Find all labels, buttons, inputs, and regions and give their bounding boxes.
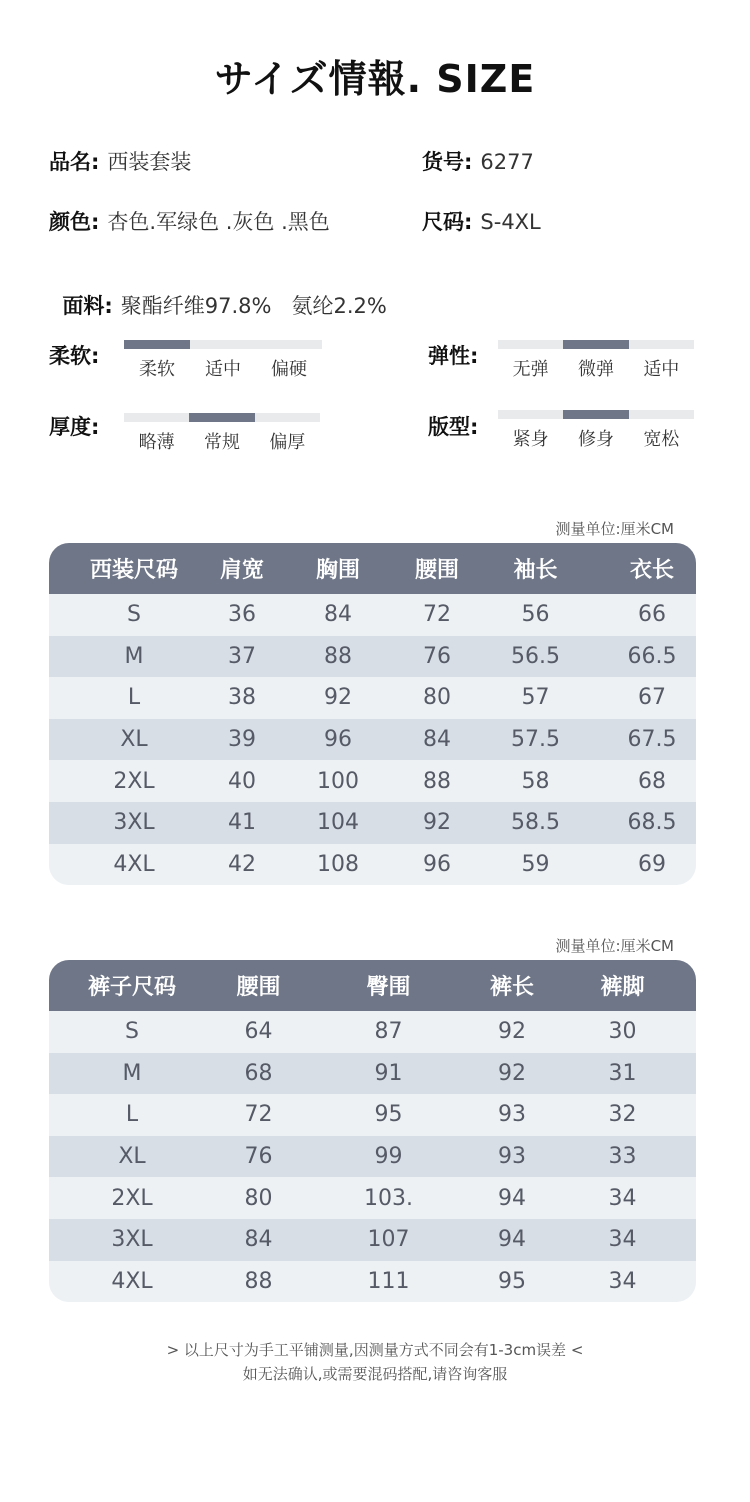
table-cell: S (127, 602, 141, 628)
header-cell: 袖长 (513, 558, 558, 583)
table-cell: 92 (324, 685, 352, 711)
scale-segment (563, 410, 628, 419)
table-cell: M (124, 643, 144, 669)
header-cell: 衣长 (629, 558, 674, 583)
table-cell: 31 (608, 1060, 637, 1086)
table-cell: 59 (521, 851, 550, 877)
scale-option: 偏硬 (271, 359, 307, 380)
fabric-label: 面料: (62, 294, 113, 318)
table-cell: 104 (317, 810, 359, 836)
table-cell: 39 (228, 727, 256, 753)
table-cell: 57.5 (511, 727, 560, 753)
table-cell: 76 (423, 643, 451, 669)
scale-option: 宽松 (643, 429, 680, 450)
softness-label: 柔软: (49, 344, 100, 368)
scale-option: 适中 (205, 359, 241, 380)
table-cell: L (127, 685, 141, 711)
header-cell: 西装尺码 (89, 558, 178, 583)
table-cell: 84 (423, 727, 451, 753)
pants-unit-note: 测量单位:厘米CM (555, 937, 674, 955)
table-row (49, 802, 696, 844)
scale-segment (124, 340, 190, 349)
table-cell: 2XL (111, 1185, 153, 1211)
header-cell: 肩宽 (219, 558, 264, 583)
table-cell: 4XL (111, 1268, 153, 1294)
table-cell: 72 (244, 1102, 273, 1128)
table-cell: 3XL (113, 810, 155, 836)
table-cell: 34 (608, 1268, 637, 1294)
table-cell: 30 (608, 1019, 637, 1045)
table-cell: 108 (317, 851, 359, 877)
table-cell: 2XL (113, 768, 155, 794)
table-cell: 107 (367, 1227, 410, 1253)
table-cell: 72 (423, 602, 451, 628)
table-row (49, 1053, 696, 1095)
pants-size-table (49, 960, 696, 1302)
product-code-label: 货号: (422, 150, 473, 174)
table-cell: 80 (423, 685, 451, 711)
table-cell: 69 (638, 851, 666, 877)
table-cell: L (125, 1102, 139, 1128)
suit-unit-note: 测量单位:厘米CM (555, 520, 674, 538)
scale-segment (629, 340, 694, 349)
scale-segment (498, 340, 563, 349)
scale-option: 柔软 (139, 359, 175, 380)
fit-scale (498, 410, 694, 451)
scale-segment (189, 413, 254, 422)
size-range-value: S-4XL (480, 210, 541, 234)
table-cell: 34 (608, 1185, 637, 1211)
scale-option: 微弹 (577, 359, 614, 380)
header-cell: 裤长 (489, 975, 534, 1000)
header-cell: 腰围 (236, 975, 281, 1000)
table-cell: 88 (244, 1268, 273, 1294)
table-cell: S (125, 1019, 139, 1045)
table-cell: 42 (228, 851, 256, 877)
scale-segment (256, 340, 322, 349)
header-cell: 裤子尺码 (87, 975, 176, 1000)
scale-segment (498, 410, 563, 419)
contact-note: 如无法确认,或需要混码搭配,请咨询客服 (242, 1365, 508, 1383)
header-cell: 腰围 (414, 558, 459, 583)
table-cell: 92 (498, 1060, 526, 1086)
elasticity-scale (498, 340, 694, 381)
table-cell: 76 (244, 1144, 273, 1170)
table-cell: 58 (521, 768, 550, 794)
table-row (49, 1261, 696, 1303)
table-cell: 4XL (113, 851, 155, 877)
table-cell: 67 (638, 685, 666, 711)
table-row (49, 1177, 696, 1219)
table-cell: 56 (521, 602, 550, 628)
table-cell: 34 (608, 1227, 637, 1253)
table-cell: 87 (374, 1019, 403, 1045)
scale-option: 修身 (577, 429, 614, 450)
table-cell: 91 (374, 1060, 403, 1086)
table-cell: 96 (324, 727, 352, 753)
table-cell: 38 (228, 685, 256, 711)
scale-option: 常规 (203, 432, 240, 453)
table-cell: 58.5 (511, 810, 560, 836)
table-cell: 93 (498, 1144, 526, 1170)
header-cell: 臀围 (366, 975, 411, 1000)
table-row (49, 636, 696, 678)
scale-option: 无弹 (512, 359, 549, 380)
table-row (49, 677, 696, 719)
header-cell: 裤脚 (600, 975, 645, 1000)
table-cell: 41 (228, 810, 256, 836)
fabric-row (49, 266, 387, 320)
scale-option: 适中 (643, 359, 680, 380)
table-row (49, 1136, 696, 1178)
table-cell: 67.5 (627, 727, 677, 753)
table-cell: 80 (244, 1185, 273, 1211)
scale-option: 偏厚 (269, 432, 306, 453)
table-cell: 95 (498, 1268, 526, 1294)
table-row (49, 719, 696, 761)
fit-label: 版型: (428, 415, 479, 439)
table-row (49, 760, 696, 802)
scale-segment (563, 340, 628, 349)
measurement-note: > 以上尺寸为手工平铺测量,因测量方式不同会有1-3cm误差 < (166, 1341, 584, 1359)
table-cell: 92 (498, 1019, 526, 1045)
table-cell: 95 (374, 1102, 403, 1128)
table-row (49, 1011, 696, 1053)
scale-segment (124, 413, 189, 422)
table-cell: 94 (498, 1185, 526, 1211)
table-cell: 66.5 (627, 643, 677, 669)
scale-segment (255, 413, 320, 422)
table-cell: 32 (608, 1102, 637, 1128)
product-name-value: 西装套装 (107, 150, 192, 174)
table-cell: XL (118, 1144, 146, 1170)
table-cell: 68.5 (627, 810, 677, 836)
color-label: 颜色: (49, 210, 100, 234)
header-cell: 胸围 (315, 558, 360, 583)
table-cell: 92 (423, 810, 451, 836)
product-code-row (422, 146, 534, 176)
table-cell: 3XL (111, 1227, 153, 1253)
thickness-label: 厚度: (49, 415, 100, 439)
table-row (49, 844, 696, 886)
table-cell: 93 (498, 1102, 526, 1128)
table-cell: 96 (423, 851, 451, 877)
scale-option: 略薄 (138, 432, 175, 453)
table-cell: 84 (244, 1227, 273, 1253)
table-cell: 99 (374, 1144, 403, 1170)
softness-scale (124, 340, 322, 381)
table-cell: XL (120, 727, 148, 753)
table-cell: 57 (521, 685, 550, 711)
scale-segment (629, 410, 694, 419)
elasticity-label: 弹性: (428, 344, 479, 368)
table-row (49, 594, 696, 636)
page-title: サイズ情報. SIZE (214, 57, 536, 101)
table-cell: 88 (324, 643, 352, 669)
table-cell: 68 (638, 768, 666, 794)
scale-option: 紧身 (512, 429, 549, 450)
table-cell: 88 (423, 768, 451, 794)
table-row (49, 1094, 696, 1136)
table-cell: 66 (638, 602, 666, 628)
table-cell: 103. (364, 1185, 413, 1211)
product-name-row (49, 146, 191, 176)
table-cell: 36 (228, 602, 256, 628)
product-name-label: 品名: (49, 150, 100, 174)
table-cell: 33 (608, 1144, 637, 1170)
table-cell: 37 (228, 643, 256, 669)
size-range-label: 尺码: (422, 210, 473, 234)
table-cell: 40 (228, 768, 256, 794)
table-cell: 111 (367, 1268, 410, 1294)
table-cell: 84 (324, 602, 352, 628)
table-cell: 94 (498, 1227, 526, 1253)
scale-segment (190, 340, 256, 349)
table-cell: 68 (244, 1060, 273, 1086)
table-header (49, 543, 696, 594)
table-cell: 100 (317, 768, 359, 794)
table-header (49, 960, 696, 1011)
color-row (49, 206, 330, 236)
table-cell: 56.5 (511, 643, 560, 669)
table-cell: 64 (244, 1019, 273, 1045)
suit-size-table (49, 543, 696, 885)
color-value: 杏色.军绿色 .灰色 .黑色 (107, 210, 330, 234)
thickness-scale (124, 413, 320, 454)
fabric-value: 聚酯纤维97.8% 氨纶2.2% (120, 294, 387, 318)
size-range-row (422, 206, 541, 236)
table-cell: M (122, 1060, 142, 1086)
product-code-value: 6277 (480, 150, 534, 174)
table-row (49, 1219, 696, 1261)
